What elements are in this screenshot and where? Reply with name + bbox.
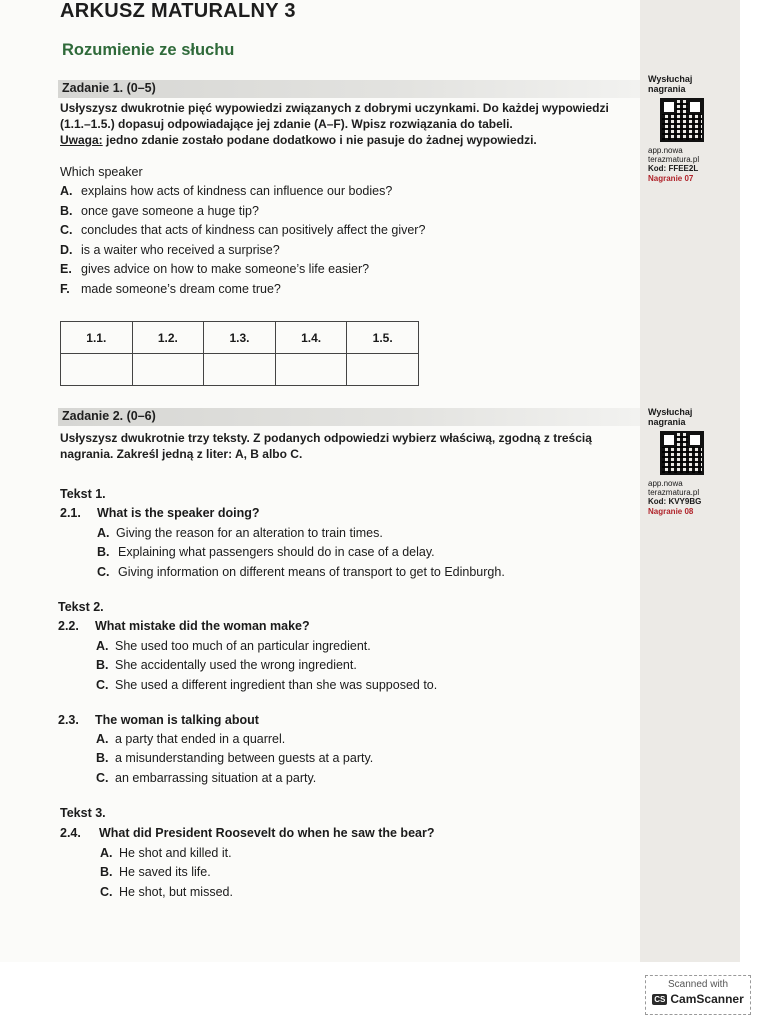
scanner-brand-name: CamScanner [670, 992, 744, 1006]
option-letter: B. [97, 545, 110, 559]
recording-number: Nagranie 08 [648, 507, 694, 516]
option-letter: B. [96, 751, 109, 765]
option-letter: C. [100, 885, 113, 899]
q24-option-a [100, 845, 232, 861]
task1-answer-table [60, 321, 419, 386]
q22-option-c [96, 677, 437, 693]
task1-note [60, 132, 640, 148]
task1-option-c [60, 222, 425, 238]
task1-note-label: Uwaga: [60, 133, 103, 147]
option-text: She used too much of an particular ingredient. [115, 639, 371, 653]
task1-instruction [60, 100, 640, 148]
camscanner-logo-icon: CS [654, 995, 666, 1005]
page-title: ARKUSZ MATURALNY 3 [60, 0, 296, 22]
recording-app-1: app.nowa [648, 146, 683, 155]
recording-title-2: nagrania [648, 417, 686, 427]
text3-heading: Tekst 3. [60, 806, 106, 820]
task2-header-bar [58, 408, 640, 426]
scanner-brand [646, 992, 750, 1006]
question-2-2 [58, 618, 310, 634]
option-text: Giving information on different means of transport to get to Edinburgh. [118, 565, 505, 579]
q22-option-b [96, 657, 357, 673]
option-letter: C. [96, 678, 109, 692]
task1-recording-box [648, 74, 728, 185]
option-text: He shot, but missed. [119, 885, 233, 899]
q23-option-b [96, 750, 373, 766]
q22-option-a [96, 638, 371, 654]
q24-option-b [100, 864, 211, 880]
recording-code: Kod: KVY9BG [648, 497, 702, 506]
task1-header-bar [58, 80, 640, 98]
answer-header-1-4: 1.4. [275, 322, 347, 354]
answer-cell-1-5[interactable] [347, 354, 419, 386]
option-letter: C. [96, 771, 109, 785]
q23-option-c [96, 770, 316, 786]
question-text: What mistake did the woman make? [95, 619, 310, 633]
option-text: concludes that acts of kindness can positively affect the giver? [81, 223, 426, 237]
recording-title-1: Wysłuchaj [648, 407, 693, 417]
task1-option-d [60, 242, 280, 258]
q21-option-b [97, 544, 435, 560]
option-letter: C. [97, 565, 110, 579]
task1-option-b [60, 203, 259, 219]
text1-heading: Tekst 1. [60, 487, 106, 501]
recording-title-1: Wysłuchaj [648, 74, 693, 84]
answer-cell-1-3[interactable] [204, 354, 276, 386]
task1-option-a [60, 183, 392, 199]
question-number: 2.2. [58, 619, 79, 633]
scanner-caption: Scanned with [667, 979, 729, 990]
camscanner-watermark [645, 975, 751, 1015]
answer-header-1-5: 1.5. [347, 322, 419, 354]
option-text: is a waiter who received a surprise? [81, 243, 280, 257]
recording-code: Kod: FFEE2L [648, 164, 699, 173]
answer-header-1-1: 1.1. [61, 322, 133, 354]
q21-option-c [97, 564, 505, 580]
answer-header-1-2: 1.2. [132, 322, 204, 354]
recording-app-2: terazmatura.pl [648, 488, 700, 497]
task1-label: Zadanie 1. (0–5) [62, 81, 156, 95]
option-text: once gave someone a huge tip? [81, 204, 259, 218]
question-number: 2.3. [58, 713, 79, 727]
recording-app-2: terazmatura.pl [648, 155, 700, 164]
task1-option-f [60, 281, 281, 297]
option-text: gives advice on how to make someone’s life easier? [81, 262, 370, 276]
answer-table-header-row [61, 322, 419, 354]
answer-header-1-3: 1.3. [204, 322, 276, 354]
option-letter: A. [100, 846, 113, 860]
option-text: a party that ended in a quarrel. [115, 732, 286, 746]
question-2-4 [60, 825, 434, 841]
option-text: Giving the reason for an alteration to train times. [116, 526, 383, 540]
option-text: She accidentally used the wrong ingredient. [115, 658, 357, 672]
option-letter: D. [60, 243, 73, 257]
answer-table-input-row [61, 354, 419, 386]
answer-cell-1-4[interactable] [275, 354, 347, 386]
option-letter: B. [100, 865, 113, 879]
task1-option-e [60, 261, 369, 277]
section-title: Rozumienie ze słuchu [62, 41, 235, 59]
option-letter: A. [96, 732, 109, 746]
task2-instruction [60, 430, 640, 462]
option-text: made someone’s dream come true? [81, 282, 281, 296]
option-text: He shot and killed it. [119, 846, 232, 860]
recording-title-2: nagrania [648, 84, 686, 94]
qr-code-icon[interactable] [662, 433, 702, 473]
option-text: Explaining what passengers should do in case of a delay. [118, 545, 435, 559]
q21-option-a [97, 525, 383, 541]
text2-heading: Tekst 2. [58, 600, 104, 614]
recording-app-1: app.nowa [648, 479, 683, 488]
option-letter: B. [60, 204, 73, 218]
option-letter: C. [60, 223, 73, 237]
question-text: What did President Roosevelt do when he saw the bear? [99, 826, 435, 840]
option-letter: F. [60, 282, 70, 296]
task2-label: Zadanie 2. (0–6) [62, 409, 156, 423]
task1-prompt: Which speaker [60, 165, 143, 179]
qr-code-icon[interactable] [662, 100, 702, 140]
task2-instruction-line2: nagrania. Zakreśl jedną z liter: A, B albo C. [60, 447, 303, 461]
option-text: She used a different ingredient than she was supposed to. [115, 678, 438, 692]
question-text: The woman is talking about [95, 713, 259, 727]
question-text: What is the speaker doing? [97, 506, 260, 520]
recording-number: Nagranie 07 [648, 174, 694, 183]
answer-cell-1-2[interactable] [132, 354, 204, 386]
option-letter: A. [96, 639, 109, 653]
task2-instruction-line1: Usłyszysz dwukrotnie trzy teksty. Z podanych odpowiedzi wybierz właściwą, zgodną z treścią [60, 431, 592, 445]
q23-option-a [96, 731, 285, 747]
answer-cell-1-1[interactable] [61, 354, 133, 386]
question-2-3 [58, 712, 259, 728]
question-2-1 [60, 505, 260, 521]
option-letter: A. [97, 526, 110, 540]
question-number: 2.4. [60, 826, 81, 840]
option-letter: E. [60, 262, 72, 276]
task2-recording-box [648, 407, 728, 518]
question-number: 2.1. [60, 506, 81, 520]
option-text: explains how acts of kindness can influence our bodies? [81, 184, 393, 198]
task1-note-text: jedno zdanie zostało podane dodatkowo i nie pasuje do żadnej wypowiedzi. [102, 133, 537, 147]
option-text: an embarrassing situation at a party. [115, 771, 317, 785]
option-text: a misunderstanding between guests at a party. [115, 751, 374, 765]
option-letter: B. [96, 658, 109, 672]
task1-instruction-line2: (1.1.–1.5.) dopasuj odpowiadające jej zdanie (A–F). Wpisz rozwiązania do tabeli. [60, 117, 513, 131]
q24-option-c [100, 884, 233, 900]
option-letter: A. [60, 184, 73, 198]
task1-instruction-line1: Usłyszysz dwukrotnie pięć wypowiedzi związanych z dobrymi uczynkami. Do każdej wypowiedzi [60, 101, 609, 115]
option-text: He saved its life. [119, 865, 211, 879]
